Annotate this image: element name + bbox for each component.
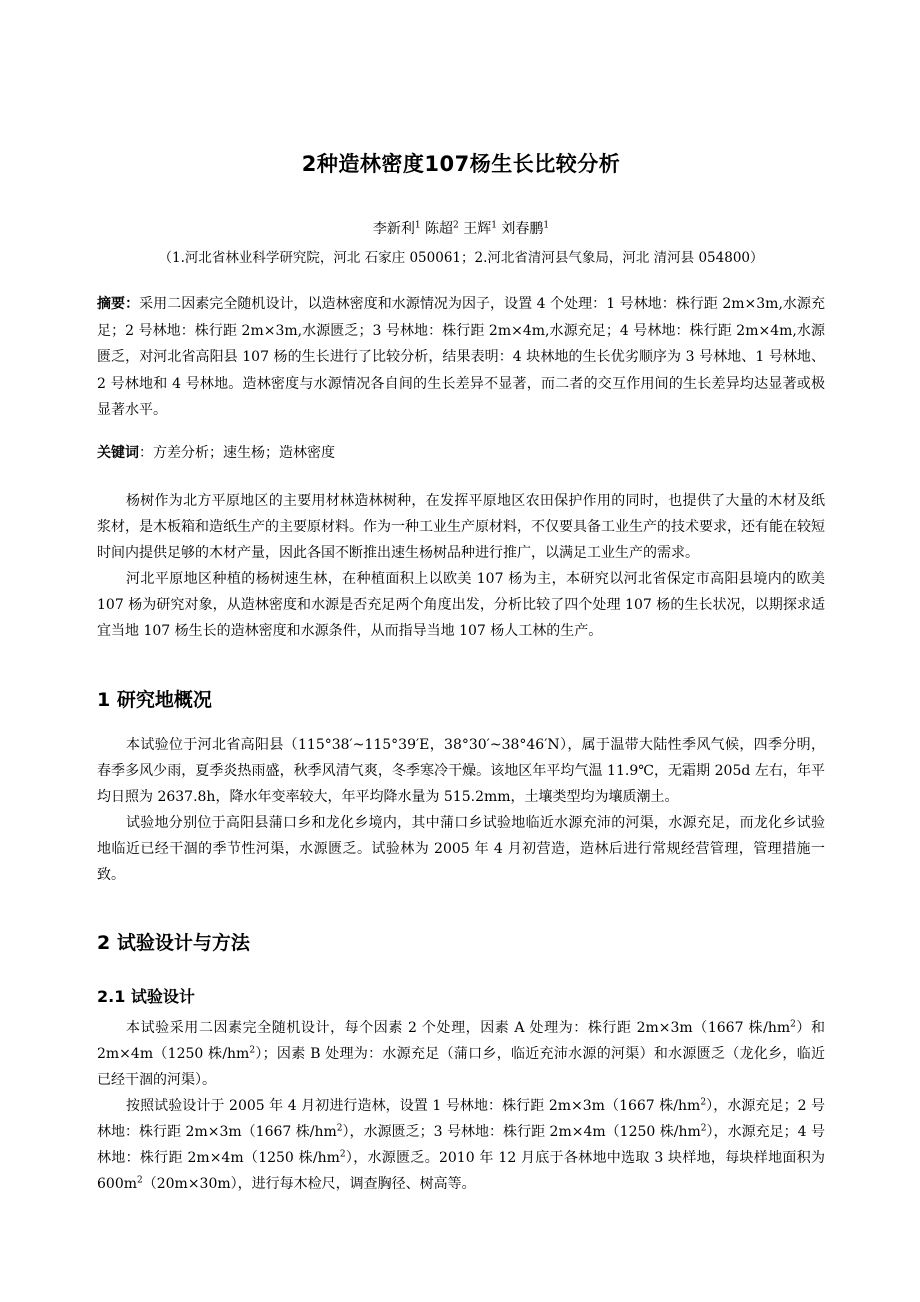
author-affil-mark: 1 — [491, 220, 497, 231]
abstract-text: 采用二因素完全随机设计，以造林密度和水源情况为因子，设置 4 个处理：1 号林地：株行距 2m×3m,水源充足；2 号林地：株行距 2m×3m,水源匮乏；3 号林地：株行距 2m×4m,水源充足；4 号林地：株行距 2m×4m,水源匮乏，对河北省高阳县 107 杨的生长进行了比较分析，结果表明：4 块林地的生长优劣顺序为 3 号林地、1 号林地、2 号林地和 4 号林地。造林密度与水源情况各自间的生长差异不显著，而二者的交互作用间的生长差异均达显著或极显著水平。 — [97, 296, 825, 418]
text-run: ），水源匮乏；3 号林地：株行距 2m×4m（1250 株/hm — [342, 1124, 701, 1140]
keywords — [97, 440, 825, 466]
text-run: ）和 2m×4m（1250 株/hm — [97, 1020, 825, 1062]
introduction — [97, 488, 825, 644]
author-name: 李新利 — [372, 221, 415, 237]
superscript: 2 — [339, 1149, 346, 1160]
text-run: ），水源充足；2 号林地：株行距 2m×3m（1667 株/hm — [97, 1098, 826, 1140]
author-affil-mark: 2 — [453, 220, 459, 231]
intro-paragraph-2: 河北平原地区种植的杨树速生林，在种植面积上以欧美 107 杨为主，本研究以河北省保定市高阳县境内的欧美 107 杨为研究对象，从造林密度和水源是否充足两个角度出发，分析比较了四个处理 107 杨的生长状况，以期探求适宜当地 107 杨生长的造林密度和水源条件，从而指导当地 107 杨人工林的生产。 — [97, 571, 825, 639]
section-1-paragraph-1: 本试验位于河北省高阳县（115°38′~115°39′E，38°30′~38°46′N），属于温带大陆性季风气候，四季分明，春季多风少雨，夏季炎热雨盛，秋季风清气爽，冬季寒冷干燥。该地区年平均气温 11.9℃，无霜期 205d 左右，年平均日照为 2637.8h，降水年变率较大，年平均降水量为 515.2mm，土壤类型均为壤质潮土。 — [97, 737, 825, 805]
text-run: ），水源充足；4 号林地：株行距 2m×4m（1250 株/hm — [97, 1124, 825, 1166]
section-2-1-paragraph-1 — [97, 1015, 825, 1093]
text-run: ），水源匮乏。2010 年 12 月底于各林地中选取 3 块样地，每块样地面积为 600m — [97, 1150, 825, 1192]
text-run: 按照试验设计于 2005 年 4 月初进行造林，设置 1 号林地：株行距 2m×3m（1667 株/hm — [126, 1098, 701, 1114]
intro-paragraph-1: 杨树作为北方平原地区的主要用材林造林树种，在发挥平原地区农田保护作用的同时，也提供了大量的木材及纸浆材，是木板箱和造纸生产的主要原材料。作为一种工业生产原材料，不仅要具备工业生产的技术要求，还有能在较短时间内提供足够的木材产量，因此各国不断推出速生杨树品种进行推广，以满足工业生产的需求。 — [97, 493, 825, 561]
section-1-paragraph-2: 试验地分别位于高阳县蒲口乡和龙化乡境内，其中蒲口乡试验地临近水源充沛的河渠，水源充足，而龙化乡试验地临近已经干涸的季节性河渠，水源匮乏。试验林为 2005 年 4 月初营造，造林后进行常规经营管理，管理措施一致。 — [97, 815, 825, 883]
superscript: 2 — [700, 1097, 707, 1108]
author-affil-mark: 1 — [543, 220, 550, 231]
author-name: 陈超 — [425, 221, 454, 237]
section-1-heading: 1 研究地概况 — [97, 689, 212, 711]
paper-title: 2种造林密度107杨生长比较分析 — [301, 152, 621, 176]
author-line — [97, 218, 825, 238]
section-1-body — [97, 732, 825, 888]
author-affil-mark: 1 — [414, 220, 421, 231]
superscript: 2 — [336, 1123, 343, 1134]
text-run: ）；因素 B 处理为：水源充足（蒲口乡，临近充沛水源的河渠）和水源匮乏（龙化乡，临近已经干涸的河渠）。 — [97, 1046, 826, 1088]
superscript: 2 — [790, 1019, 796, 1030]
section-2-1-body — [97, 1015, 825, 1197]
text-run: 本试验采用二因素完全随机设计，每个因素 2 个处理，因素 A 处理为：株行距 2m×3m（1667 株/hm — [126, 1020, 791, 1036]
keywords-label: 关键词 — [97, 445, 139, 461]
section-2-1-paragraph-2 — [97, 1093, 825, 1197]
superscript: 2 — [137, 1175, 143, 1186]
abstract-label: 摘要： — [97, 296, 140, 312]
superscript: 2 — [700, 1123, 707, 1134]
superscript: 2 — [249, 1045, 256, 1056]
subsection-2-1-heading: 2.1 试验设计 — [97, 987, 195, 1006]
keywords-text: ：方差分析；速生杨；造林密度 — [139, 445, 335, 461]
abstract — [97, 291, 825, 424]
author-name: 刘春鹏 — [501, 221, 544, 237]
affiliations: （1.河北省林业科学研究院，河北 石家庄 050061；2.河北省清河县气象局，河北 清河县 054800） — [158, 250, 764, 266]
section-2-heading: 2 试验设计与方法 — [97, 932, 250, 954]
author-name: 王辉 — [463, 221, 492, 237]
text-run: （20m×30m），进行每木检尺，调查胸径、树高等。 — [142, 1176, 476, 1192]
